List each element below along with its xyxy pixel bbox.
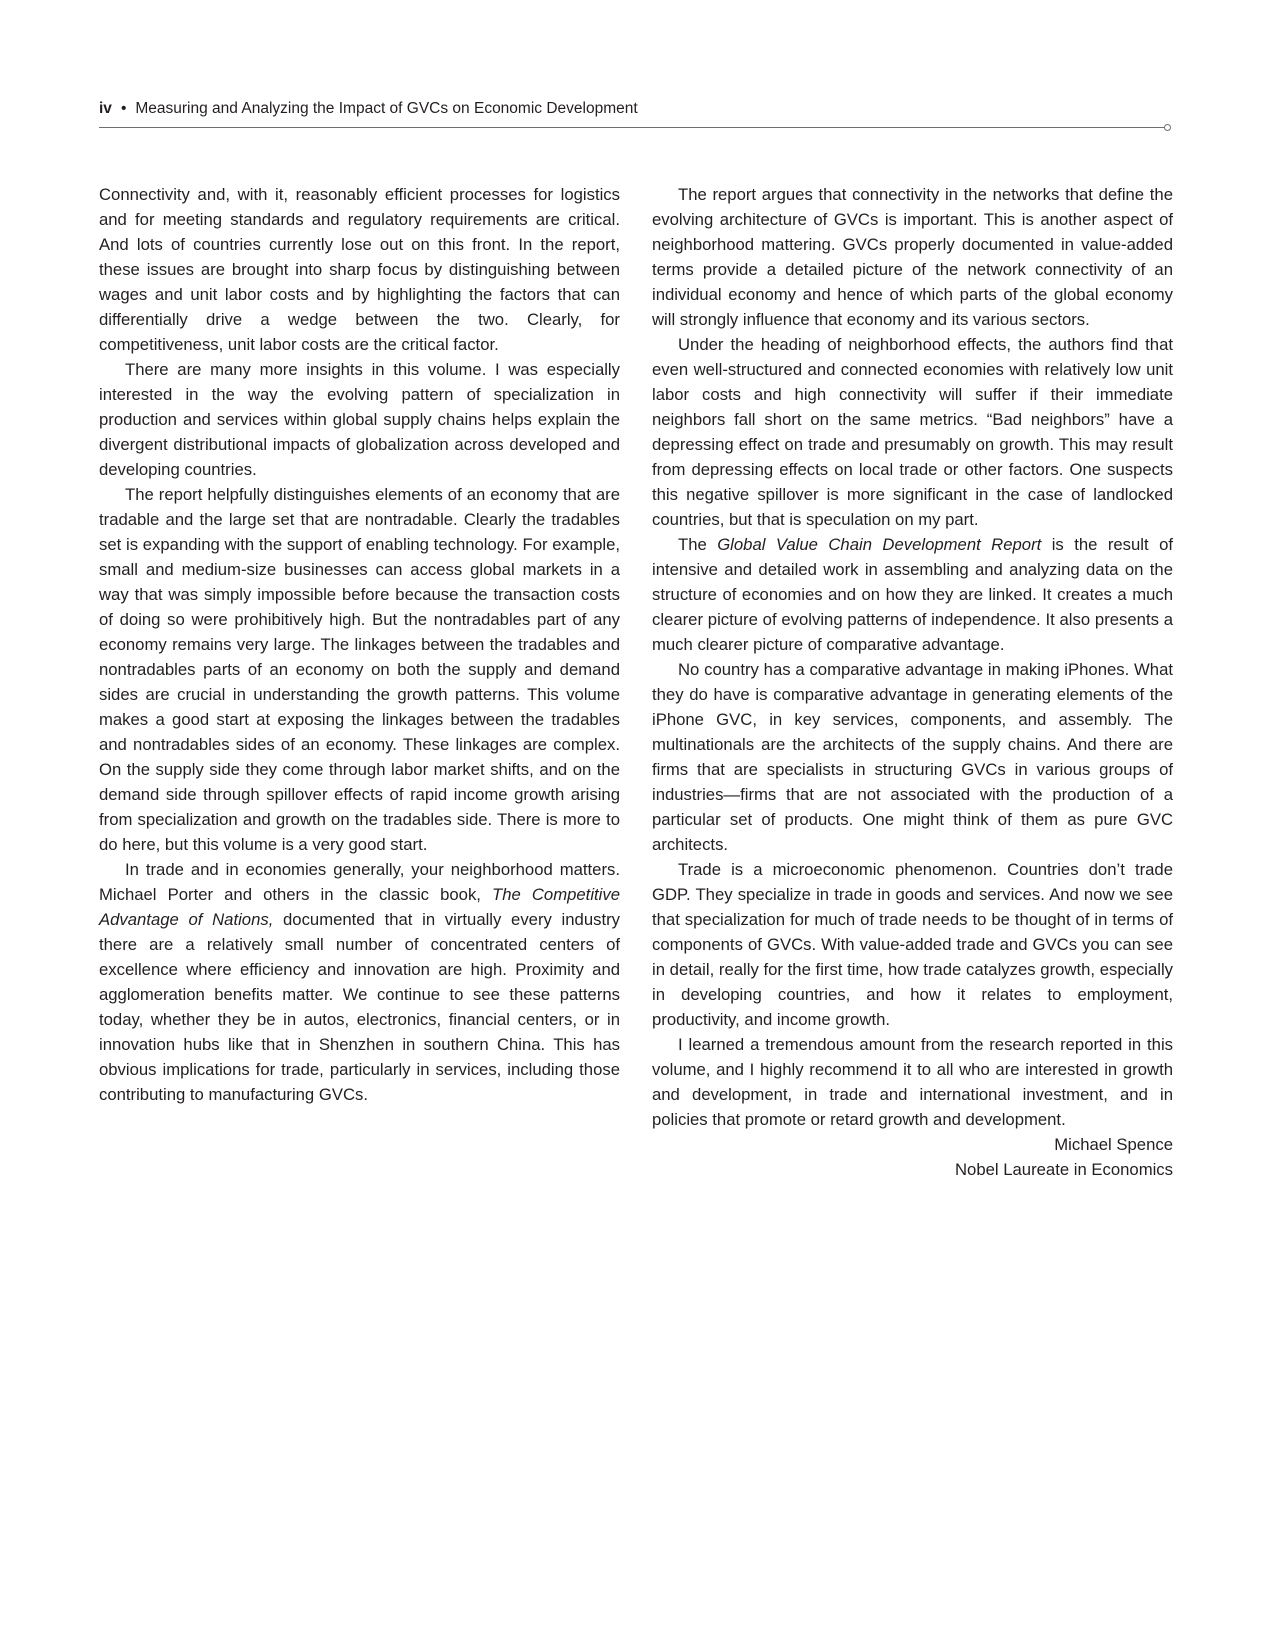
running-header xyxy=(99,99,1172,119)
paragraph: Connectivity and, with it, reasonably efficient processes for logistics and for meeting standards and regulatory requirements are critical. And lots of countries currently lose out on this front. In the report, these issues are brought into sharp focus by distinguishing between wages and unit labor costs and by highlighting the factors that can differentially drive a wedge between the two. Clearly, for competitiveness, unit labor costs are the critical factor. xyxy=(99,185,620,354)
paragraph: No country has a comparative advantage in making iPhones. What they do have is comparative advantage in generating elements of the iPhone GVC, in key services, components, and assembly. The multinationals are the architects of the supply chains. And there are firms that are specialists in structuring GVCs in various groups of industries—firms that are not associated with the production of a particular set of products. One might think of them as pure GVC architects. xyxy=(652,660,1173,854)
paragraph-text: The xyxy=(678,535,718,554)
paragraph: The report helpfully distinguishes elements of an economy that are tradable and the large set that are nontradable. Clearly the tradables set is expanding with the support of enabling technology. For example, small and medium-size businesses can access global markets in a way that was simply impossible before because the transaction costs of doing so were prohibitively high. But the nontradables part of any economy remains very large. The linkages between the tradables and nontradables parts of an economy on both the supply and demand sides are crucial in understanding the growth patterns. This volume makes a good start at exposing the linkages between the tradables and nontradables sides of an economy. These linkages are complex. On the supply side they come through labor market shifts, and on the demand side through spillover effects of rapid income growth arising from specialization and growth on the tradables side. There is more to do here, but this volume is a very good start. xyxy=(99,485,620,854)
paragraph-text: documented that in virtually every industry there are a relatively small number of concentrated centers of excellence where efficiency and innovation are high. Proximity and agglomeration benefits matter. We continue to see these patterns today, whether they be in autos, electronics, financial centers, or in innovation hubs like that in Shenzhen in southern China. This has obvious implications for trade, particularly in services, including those contributing to manufacturing GVCs. xyxy=(99,910,620,1104)
page-number: iv xyxy=(99,100,112,117)
paragraph: There are many more insights in this volume. I was especially interested in the way the evolving pattern of specialization in production and services within global supply chains helps explain the divergent distributional impacts of globalization across developed and developing countries. xyxy=(99,360,620,479)
paragraph: Under the heading of neighborhood effects, the authors find that even well-structured and connected economies with relatively low unit labor costs and high connectivity will suffer if their immediate neighbors fall short on the same metrics. “Bad neighbors” have a depressing effect on trade and presumably on growth. This may result from depressing effects on local trade or other factors. One suspects this negative spillover is more significant in the case of landlocked countries, but that is speculation on my part. xyxy=(652,335,1173,529)
paragraph-text: is the result of intensive and detailed work in assembling and analyzing data on the structure of economies and on how they are linked. It creates a much clearer picture of evolving patterns of independence. It also presents a much clearer picture of comparative advantage. xyxy=(652,535,1173,654)
report-title: Global Value Chain Development Report xyxy=(717,535,1042,554)
left-column xyxy=(99,182,620,1107)
signature-title: Nobel Laureate in Economics xyxy=(955,1160,1173,1179)
running-title: Measuring and Analyzing the Impact of GVCs on Economic Development xyxy=(135,100,638,117)
paragraph xyxy=(652,532,1173,657)
paragraph: I learned a tremendous amount from the research reported in this volume, and I highly recommend it to all who are interested in growth and development, in trade and international investment, and in policies that promote or retard growth and development. xyxy=(652,1035,1173,1129)
right-column xyxy=(652,182,1173,1182)
header-rule-end-circle xyxy=(1164,124,1171,131)
header-rule xyxy=(99,127,1164,128)
paragraph xyxy=(99,857,620,1107)
book-title: The Competitive Advantage of Nations, xyxy=(99,885,620,929)
paragraph: The report argues that connectivity in the networks that define the evolving architecture of GVCs is important. This is another aspect of neighborhood mattering. GVCs properly documented in value-added terms provide a detailed picture of the network connectivity of an individual economy and hence of which parts of the global economy will strongly influence that economy and its various sectors. xyxy=(652,185,1173,329)
paragraph: Trade is a microeconomic phenomenon. Countries don’t trade GDP. They specialize in trade in goods and services. And now we see that specialization for much of trade needs to be thought of in terms of components of GVCs. With value-added trade and GVCs you can see in detail, really for the first time, how trade catalyzes growth, especially in developing countries, and how it relates to employment, productivity, and income growth. xyxy=(652,860,1173,1029)
bullet-separator: • xyxy=(120,100,127,117)
paragraph-text: In trade and in economies generally, your neighborhood matters. Michael Porter and others in the classic book, xyxy=(99,860,620,904)
signature-block xyxy=(652,1132,1173,1182)
signature-name: Michael Spence xyxy=(1054,1135,1173,1154)
